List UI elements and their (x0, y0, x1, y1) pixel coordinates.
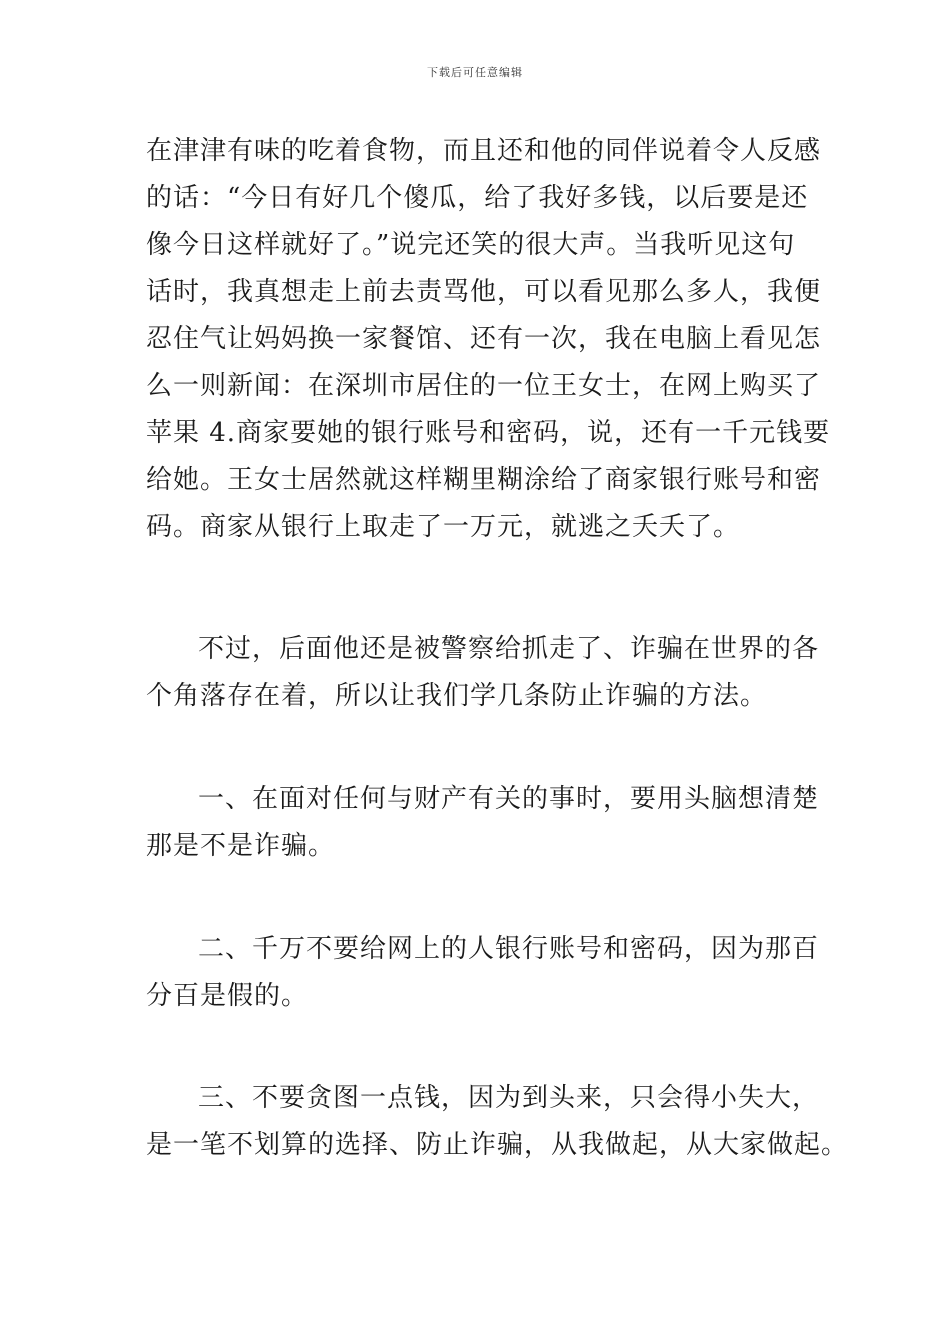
text-line: 忍住气让妈妈换一家餐馆、还有一次，我在电脑上看见怎 (146, 324, 822, 354)
paragraph-tip-3 (146, 1075, 849, 1169)
text-line: 苹果 4.商家要她的银行账号和密码，说，还有一千元钱要 (146, 418, 831, 448)
text-line: 不过，后面他还是被警察给抓走了、诈骗在世界的各 (198, 634, 820, 664)
text-line: 在津津有味的吃着食物，而且还和他的同伴说着令人反感 (146, 136, 822, 166)
page-header: 下载后可任意编辑 (427, 66, 523, 79)
text-line: 是一笔不划算的选择、防止诈骗，从我做起，从大家做起。 (146, 1130, 849, 1160)
paragraph-tip-2 (146, 926, 820, 1020)
text-line: 分百是假的。 (146, 981, 309, 1011)
text-line: 给她。王女士居然就这样糊里糊涂给了商家银行账号和密 (146, 465, 822, 495)
text-line: 码。商家从银行上取走了一万元，就逃之夭夭了。 (146, 512, 741, 542)
paragraph-1 (146, 128, 831, 551)
paragraph-tip-1 (146, 776, 820, 870)
text-line: 么一则新闻：在深圳市居住的一位王女士，在网上购买了 (146, 371, 822, 401)
paragraph-2 (146, 626, 820, 720)
text-line: 的话：“今日有好几个傻瓜，给了我好多钱，以后要是还 (146, 183, 809, 213)
text-line: 个角落存在着，所以让我们学几条防止诈骗的方法。 (146, 681, 768, 711)
text-line: 那是不是诈骗。 (146, 831, 336, 861)
text-line: 一、在面对任何与财产有关的事时，要用头脑想清楚 (198, 784, 820, 814)
text-line: 二、千万不要给网上的人银行账号和密码，因为那百 (198, 934, 820, 964)
text-line: 话时，我真想走上前去责骂他，可以看见那么多人，我便 (146, 277, 822, 307)
text-line: 像今日这样就好了。”说完还笑的很大声。当我听见这句 (146, 230, 796, 260)
text-line: 三、不要贪图一点钱，因为到头来，只会得小失大， (198, 1083, 820, 1113)
